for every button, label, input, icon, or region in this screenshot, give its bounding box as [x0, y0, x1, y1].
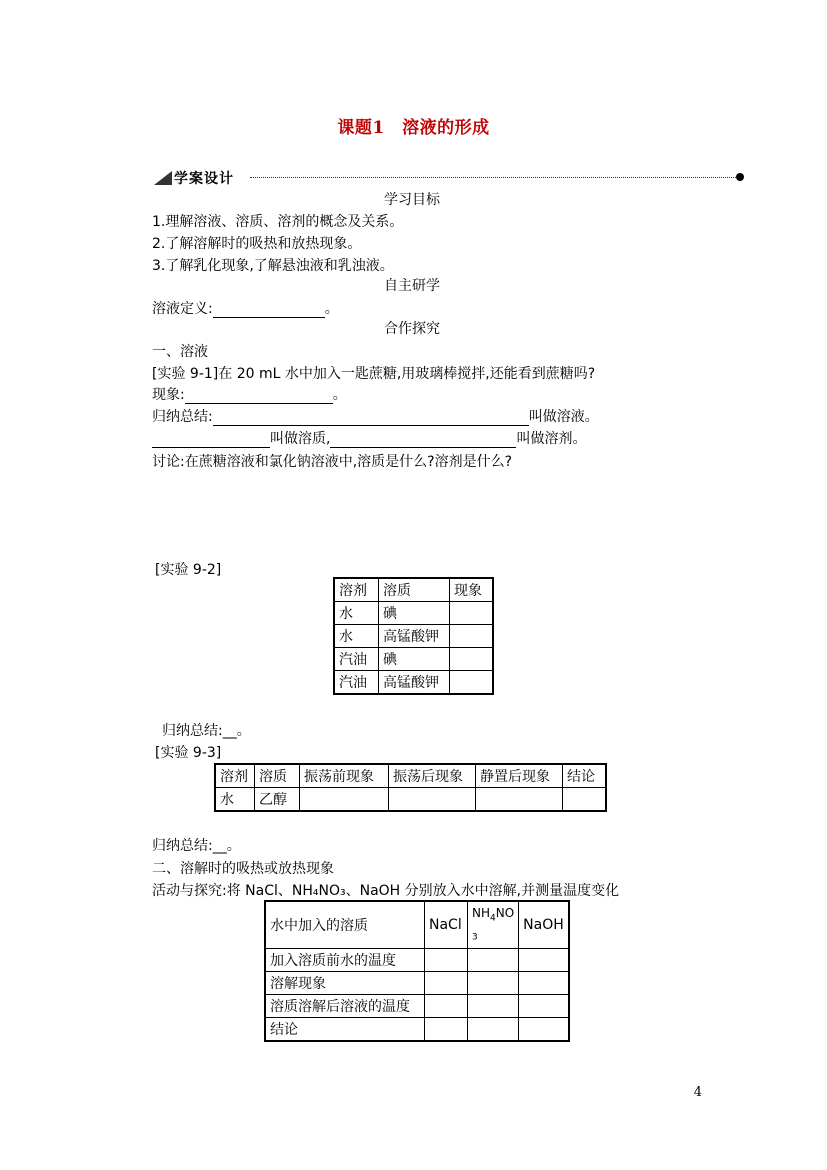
table-header: 结论: [563, 764, 607, 788]
end-dot-icon: [736, 173, 744, 181]
section-two-heading: 二、溶解时的吸热或放热现象: [152, 861, 334, 877]
solute-text: 叫做溶质,: [270, 431, 331, 447]
definition-label: 溶液定义:: [152, 301, 213, 317]
discussion-question: 讨论:在蔗糖溶液和氯化钠溶液中,溶质是什么?溶剂是什么?: [152, 454, 513, 470]
phenomenon-line: [152, 384, 347, 404]
table-row: [215, 788, 606, 812]
table-cell: 溶质溶解后溶液的温度: [265, 995, 425, 1018]
table-cell: 乙醇: [255, 788, 300, 812]
solution-blank[interactable]: [213, 411, 529, 426]
formula-subscript: 3: [472, 932, 478, 943]
answer-cell[interactable]: [476, 788, 563, 812]
definition-end: 。: [324, 301, 339, 317]
summary-line-1: [152, 406, 599, 426]
table-row: [334, 625, 493, 648]
activity-text: 活动与探究:将 NaCl、NH₄NO₃、NaOH 分别放入水中溶解,并测量温度变化: [152, 883, 620, 899]
definition-line: [152, 298, 339, 318]
definition-blank[interactable]: [213, 303, 325, 318]
answer-cell[interactable]: [519, 1018, 569, 1042]
table-cell: 水: [334, 602, 379, 625]
table-experiment-9-3: [214, 763, 607, 812]
answer-cell[interactable]: [468, 1018, 519, 1042]
table-header: 水中加入的溶质: [265, 901, 425, 949]
table-cell: 水: [334, 625, 379, 648]
heading-goals: 学习目标: [384, 192, 440, 208]
table-cell: 溶解现象: [265, 972, 425, 995]
section-one-heading: 一、溶液: [152, 344, 208, 360]
answer-cell[interactable]: [425, 949, 468, 972]
phenomenon-label: 现象:: [152, 387, 185, 403]
phenomenon-blank[interactable]: [185, 389, 333, 404]
table-cell: 结论: [265, 1018, 425, 1042]
table-header: 振荡后现象: [389, 764, 476, 788]
answer-cell[interactable]: [468, 995, 519, 1018]
summary-line-3: 归纳总结:__。: [152, 838, 241, 854]
table-cell: 加入溶质前水的温度: [265, 949, 425, 972]
table-cell: 碘: [379, 602, 450, 625]
solute-solvent-line: [152, 428, 586, 448]
answer-cell[interactable]: [425, 972, 468, 995]
answer-cell[interactable]: [468, 949, 519, 972]
table-row: [334, 671, 493, 695]
solvent-text: 叫做溶剂。: [516, 431, 587, 447]
table-row: [334, 648, 493, 671]
table-cell: 碘: [379, 648, 450, 671]
answer-cell[interactable]: [519, 949, 569, 972]
table-header: 溶质: [379, 578, 450, 602]
experiment-9-1: [实验 9-1]在 20 mL 水中加入一匙蔗糖,用玻璃棒搅拌,还能看到蔗糖吗?: [152, 366, 596, 382]
solvent-blank[interactable]: [330, 433, 516, 448]
answer-cell[interactable]: [300, 788, 389, 812]
answer-cell[interactable]: [468, 972, 519, 995]
page-number: 4: [693, 1085, 702, 1100]
heading-self-study: 自主研学: [384, 278, 440, 294]
answer-cell[interactable]: [425, 995, 468, 1018]
goal-item: 1.理解溶液、溶质、溶剂的概念及关系。: [152, 214, 404, 230]
table-temperature: [264, 900, 570, 1042]
answer-cell[interactable]: [563, 788, 607, 812]
table-header: 振荡前现象: [300, 764, 389, 788]
table-header: 溶剂: [215, 764, 255, 788]
table-header: 溶质: [255, 764, 300, 788]
goal-item: 2.了解溶解时的吸热和放热现象。: [152, 236, 362, 252]
dotted-divider: [250, 177, 740, 178]
table-row: [265, 995, 569, 1018]
table-header: NaOH: [519, 901, 569, 949]
table-cell: 水: [215, 788, 255, 812]
answer-cell[interactable]: [450, 602, 494, 625]
answer-cell[interactable]: [425, 1018, 468, 1042]
answer-cell[interactable]: [450, 625, 494, 648]
answer-cell[interactable]: [519, 995, 569, 1018]
table-header: [468, 901, 519, 949]
answer-cell[interactable]: [389, 788, 476, 812]
experiment-9-3: [实验 9-3]: [155, 745, 222, 761]
answer-cell[interactable]: [519, 972, 569, 995]
table-header: 静置后现象: [476, 764, 563, 788]
table-cell: 高锰酸钾: [379, 625, 450, 648]
section-banner: [152, 167, 744, 189]
formula-part: NH: [472, 906, 490, 920]
table-row: [334, 602, 493, 625]
table-header: 溶剂: [334, 578, 379, 602]
table-row: [265, 972, 569, 995]
phenomenon-end: 。: [332, 387, 347, 403]
formula-subscript: 4: [490, 913, 496, 924]
summary-label: 归纳总结:: [152, 409, 213, 425]
experiment-9-2: [实验 9-2]: [155, 562, 222, 578]
summary-line-2: 归纳总结:__。: [162, 723, 251, 739]
table-header: 现象: [450, 578, 494, 602]
formula-part: NO: [495, 906, 515, 920]
page-title: 课题1 溶液的形成: [337, 118, 490, 138]
table-row: [265, 1018, 569, 1042]
table-cell: 汽油: [334, 648, 379, 671]
table-cell: 汽油: [334, 671, 379, 695]
table-cell: 高锰酸钾: [379, 671, 450, 695]
table-header: NaCl: [425, 901, 468, 949]
table-row: [265, 949, 569, 972]
table-experiment-9-2: [333, 577, 494, 695]
heading-cooperation: 合作探究: [384, 321, 440, 337]
solute-blank[interactable]: [152, 433, 270, 448]
answer-cell[interactable]: [450, 671, 494, 695]
banner-label: 学案设计: [174, 171, 234, 187]
goal-item: 3.了解乳化现象,了解悬浊液和乳浊液。: [152, 258, 394, 274]
summary-end: 叫做溶液。: [528, 409, 599, 425]
answer-cell[interactable]: [450, 648, 494, 671]
triangle-icon: [154, 171, 172, 185]
